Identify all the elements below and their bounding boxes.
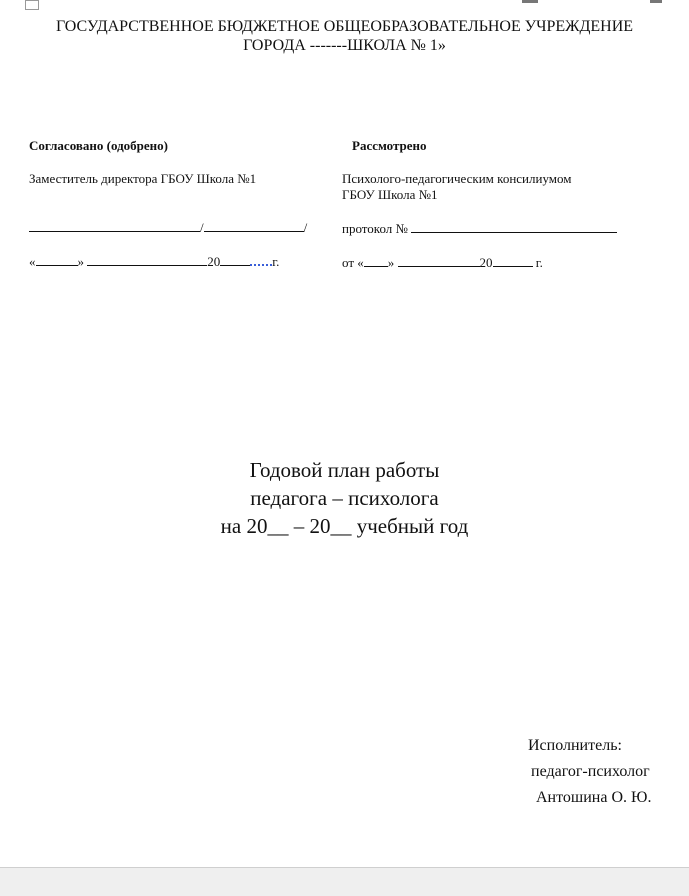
left-position: Заместитель директора ГБОУ Школа №1 bbox=[29, 171, 257, 186]
signature-slash: / bbox=[303, 220, 308, 235]
date-close-quote: » bbox=[77, 254, 84, 269]
institution-header bbox=[0, 17, 689, 55]
executor-name: Антошина О. Ю. bbox=[536, 789, 652, 806]
day-blank bbox=[36, 253, 78, 266]
protocol-label: протокол № bbox=[342, 221, 408, 236]
year-blank bbox=[220, 253, 250, 266]
ruler-marker bbox=[650, 0, 662, 3]
executor-role: педагог-психолог bbox=[531, 763, 650, 780]
document-title bbox=[0, 456, 689, 540]
left-heading: Согласовано (одобрено) bbox=[29, 138, 168, 153]
date-open-quote: « bbox=[29, 254, 36, 269]
year-suffix: г. bbox=[535, 255, 543, 270]
header-line-1: ГОСУДАРСТВЕННОЕ БЮДЖЕТНОЕ ОБЩЕОБРАЗОВАТЕЛЬНОЕ УЧРЕЖДЕНИЕ bbox=[55, 18, 634, 35]
left-signature-line bbox=[29, 219, 307, 236]
day-blank bbox=[364, 254, 388, 267]
right-body-line-2: ГБОУ Школа №1 bbox=[342, 187, 438, 202]
year-suffix: г. bbox=[272, 254, 280, 269]
signature-blank bbox=[29, 219, 200, 232]
protocol-line bbox=[342, 220, 617, 237]
right-heading: Рассмотрено bbox=[352, 138, 427, 153]
title-line-1: Годовой план работы bbox=[249, 458, 440, 482]
signature-slash: / bbox=[200, 220, 204, 235]
left-date-line bbox=[29, 252, 279, 270]
document-bottom-area bbox=[0, 867, 689, 896]
header-line-2: ГОРОДА -------ШКОЛА № 1» bbox=[243, 37, 446, 54]
year-prefix: 20 bbox=[207, 254, 221, 269]
protocol-number-blank bbox=[411, 220, 617, 233]
title-line-3: на 20__ – 20__ учебный год bbox=[220, 514, 469, 538]
month-blank bbox=[398, 254, 480, 267]
name-blank bbox=[204, 219, 304, 232]
ruler-marker bbox=[522, 0, 538, 3]
title-line-2: педагога – психолога bbox=[250, 486, 439, 510]
right-body bbox=[342, 171, 571, 203]
right-body-line-1: Психолого-педагогическим консилиумом bbox=[342, 171, 572, 186]
month-blank bbox=[87, 253, 207, 266]
year-prefix: 20 bbox=[479, 255, 493, 270]
date-close-quote: » bbox=[387, 255, 395, 270]
page-corner-marker bbox=[25, 0, 39, 10]
date-from-label: от « bbox=[342, 255, 364, 270]
year-blank bbox=[493, 254, 533, 267]
right-date-line bbox=[342, 254, 543, 271]
executor-label: Исполнитель: bbox=[528, 737, 622, 754]
spellcheck-mark bbox=[250, 252, 272, 266]
